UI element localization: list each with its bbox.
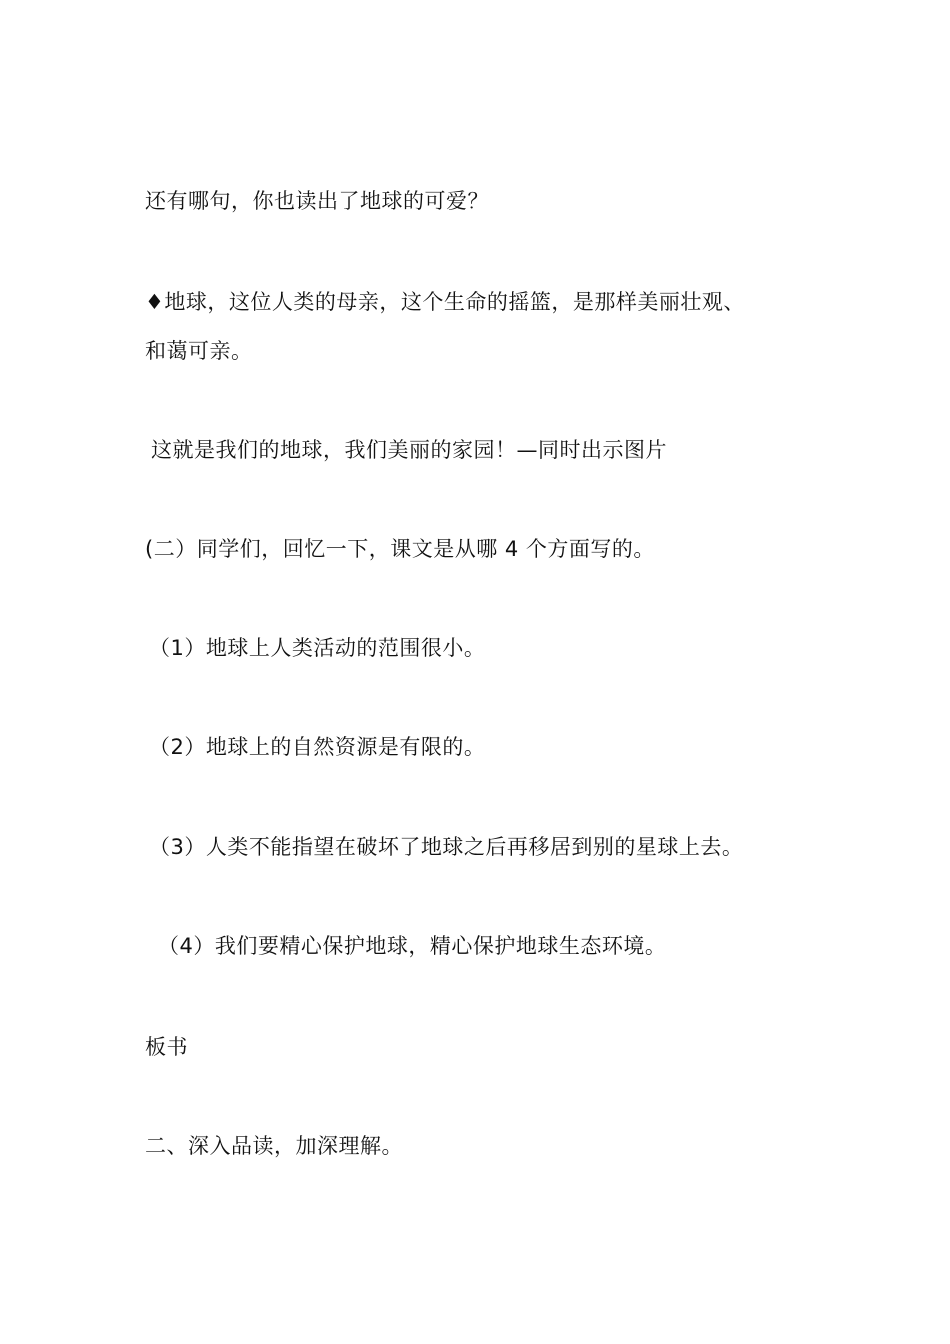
quote-line-2: 和蔼可亲。 — [145, 339, 253, 363]
list-item-2: （2）地球上的自然资源是有限的。 — [149, 735, 486, 759]
list-item-4: （4）我们要精心保护地球，精心保护地球生态环境。 — [158, 934, 667, 958]
section-heading: 二、深入品读，加深理解。 — [145, 1134, 403, 1158]
board-writing-label: 板书 — [145, 1035, 188, 1059]
statement-line: 这就是我们的地球，我们美丽的家园！—同时出示图片 — [151, 438, 667, 462]
list-item-1: （1）地球上人类活动的范围很小。 — [149, 636, 486, 660]
quote-line-1: ♦地球，这位人类的母亲，这个生命的摇篮，是那样美丽壮观、 — [145, 290, 745, 314]
list-item-3: （3）人类不能指望在破坏了地球之后再移居到别的星球上去。 — [149, 835, 744, 859]
section-two-line: (二）同学们，回忆一下，课文是从哪 4 个方面写的。 — [145, 537, 655, 561]
question-line: 还有哪句，你也读出了地球的可爱？ — [145, 189, 489, 213]
